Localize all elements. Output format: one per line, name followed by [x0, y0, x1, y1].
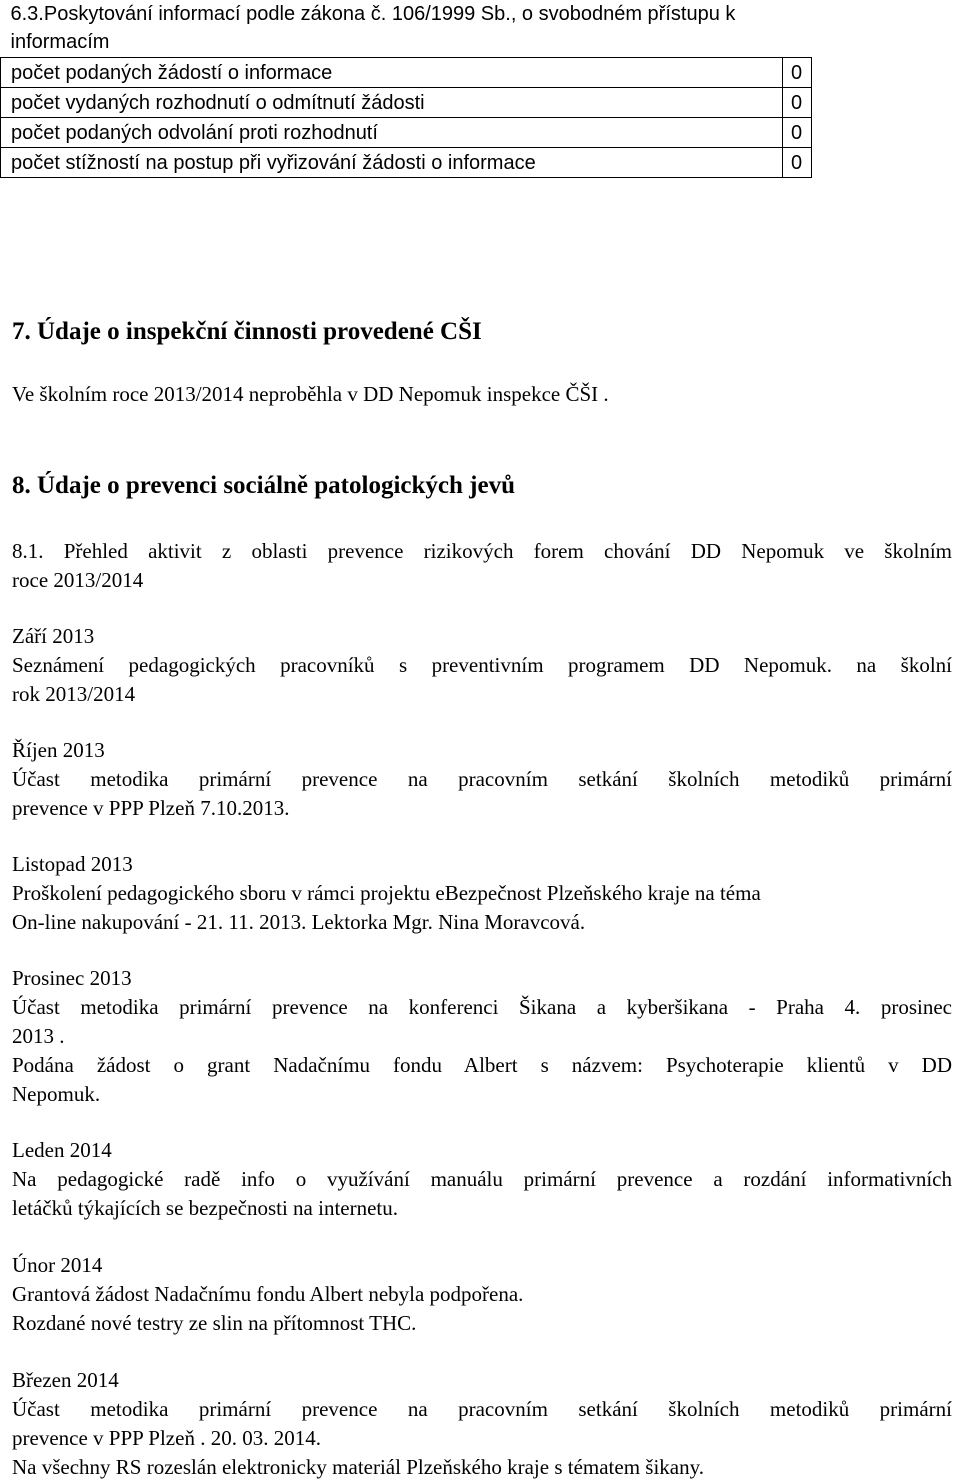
month-line: Účast metodika primární prevence na pracovním setkání školních metodiků primární — [12, 1397, 952, 1421]
month-heading: Listopad 2013 — [12, 852, 133, 876]
month-line: Grantová žádost Nadačnímu fondu Albert nebyla podpořena. — [12, 1282, 524, 1306]
month-line: Na pedagogické radě info o využívání manuálu primární prevence a rozdání informativních — [12, 1167, 952, 1191]
section-8-1-line1: 8.1. Přehled aktivit z oblasti prevence rizikových forem chování DD Nepomuk ve školním — [12, 539, 952, 563]
row-value: 0 — [783, 148, 812, 178]
section-6-3-title: 6.3.Poskytování informací podle zákona č. 106/1999 Sb., o svobodném přístupu k informacím — [1, 0, 812, 58]
section-7-text: Ve školním roce 2013/2014 neproběhla v DD Nepomuk inspekce ČŠI . — [12, 382, 609, 406]
row-value: 0 — [783, 58, 812, 88]
table-row — [1, 58, 812, 88]
table-row — [1, 88, 812, 118]
row-label: počet vydaných rozhodnutí o odmítnutí žádosti — [1, 88, 783, 118]
table-row — [1, 118, 812, 148]
month-line: Na všechny RS rozeslán elektronicky materiál Plzeňského kraje s tématem šikany. — [12, 1455, 705, 1479]
month-line: On-line nakupování - 21. 11. 2013. Lektorka Mgr. Nina Moravcová. — [12, 910, 586, 934]
month-line: rok 2013/2014 — [12, 682, 136, 706]
section-7-heading: 7. Údaje o inspekční činnosti provedené CŠI — [12, 318, 482, 345]
row-value: 0 — [783, 88, 812, 118]
row-label: počet stížností na postup při vyřizování žádosti o informace — [1, 148, 783, 178]
section-8-heading: 8. Údaje o prevenci sociálně patologických jevů — [12, 472, 515, 499]
month-line: prevence v PPP Plzeň 7.10.2013. — [12, 796, 290, 820]
month-line: Proškolení pedagogického sboru v rámci projektu eBezpečnost Plzeňského kraje na téma — [12, 881, 761, 905]
month-line: prevence v PPP Plzeň . 20. 03. 2014. — [12, 1426, 321, 1450]
month-heading: Leden 2014 — [12, 1138, 112, 1162]
month-line: Účast metodika primární prevence na pracovním setkání školních metodiků primární — [12, 767, 952, 791]
month-heading: Březen 2014 — [12, 1368, 119, 1392]
month-line: Účast metodika primární prevence na konferenci Šikana a kyberšikana - Praha 4. prosinec — [12, 995, 952, 1019]
month-heading: Říjen 2013 — [12, 738, 105, 762]
month-line: Podána žádost o grant Nadačnímu fondu Albert s názvem: Psychoterapie klientů v DD — [12, 1053, 952, 1077]
section-8-1-line2: roce 2013/2014 — [12, 568, 144, 592]
row-value: 0 — [783, 118, 812, 148]
month-line: letáčků týkajících se bezpečnosti na internetu. — [12, 1196, 399, 1220]
month-heading: Prosinec 2013 — [12, 966, 132, 990]
month-line: Rozdané nové testry ze slin na přítomnost THC. — [12, 1311, 417, 1335]
month-line: Nepomuk. — [12, 1082, 101, 1106]
row-label: počet podaných odvolání proti rozhodnutí — [1, 118, 783, 148]
row-label: počet podaných žádostí o informace — [1, 58, 783, 88]
table-row — [1, 148, 812, 178]
month-heading: Únor 2014 — [12, 1253, 103, 1277]
month-heading: Září 2013 — [12, 624, 95, 648]
month-line: Seznámení pedagogických pracovníků s preventivním programem DD Nepomuk. na školní — [12, 653, 952, 677]
info-requests-table — [0, 0, 812, 178]
month-line: 2013 . — [12, 1024, 65, 1048]
